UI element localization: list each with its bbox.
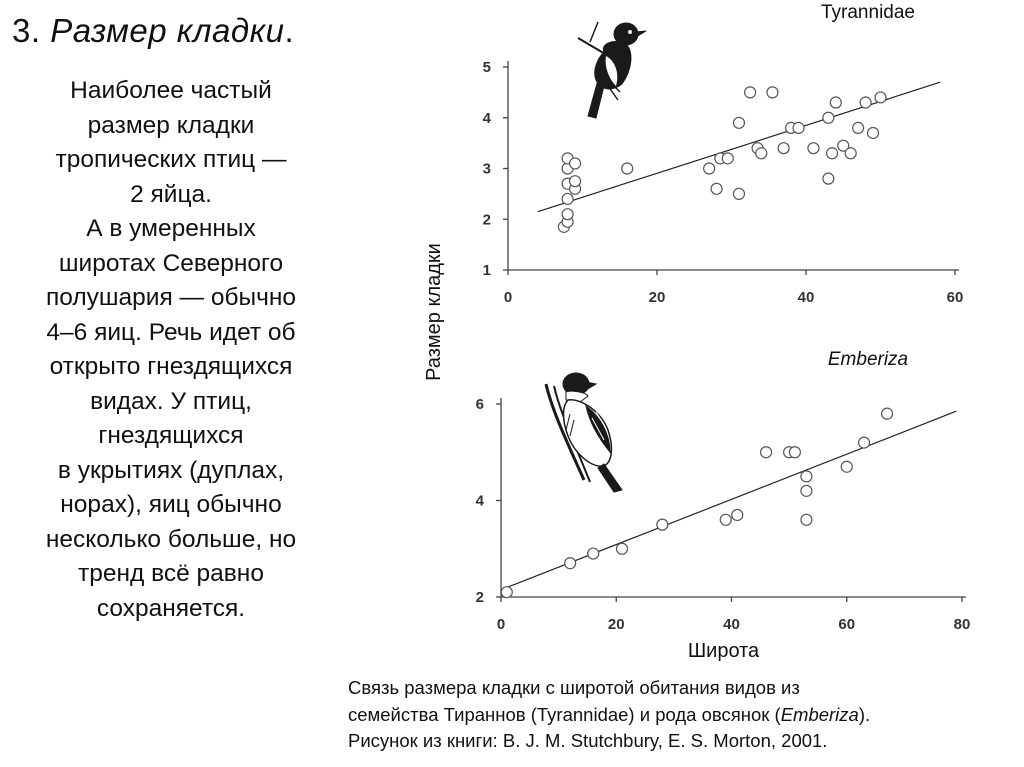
data-point (565, 558, 576, 569)
data-point (588, 548, 599, 559)
y-tick-label: 2 (475, 589, 484, 606)
data-point (756, 148, 767, 159)
data-point (868, 127, 879, 138)
caption-line-2 (348, 702, 1018, 729)
data-point (789, 447, 800, 458)
y-tick-label: 1 (482, 262, 491, 279)
body-line: 2 яйца. (130, 180, 212, 208)
title-text: Размер кладки (50, 12, 285, 49)
data-point (853, 122, 864, 133)
panel-title: Tyrannidae (820, 2, 916, 23)
body-line: в укрытиях (дуплах, (57, 456, 285, 484)
data-point (722, 153, 733, 164)
y-tick-label: 6 (475, 396, 484, 413)
y-tick-label: 4 (475, 492, 484, 510)
panel-title: Emberiza (827, 349, 909, 370)
data-point (501, 587, 512, 598)
data-point (808, 143, 819, 154)
x-tick-label: 20 (648, 289, 666, 306)
data-point (859, 437, 870, 448)
caption-line-2-pre: семейства Тираннов (Tyrannidae) и рода овсянок ( (348, 703, 781, 725)
data-point (720, 514, 731, 525)
bunting-illustration (546, 373, 622, 492)
body-line: гнездящихся (98, 422, 244, 449)
caption-line-1: Связь размера кладки с широтой обитания видов из (348, 677, 800, 698)
caption-genus: Emberiza (780, 703, 859, 725)
data-point (875, 92, 886, 103)
data-point (761, 447, 772, 458)
body-line: несколько больше, но (45, 525, 297, 553)
data-point (801, 471, 812, 482)
data-point (882, 408, 893, 419)
title-number: 3. (12, 12, 41, 49)
data-point (793, 122, 804, 133)
tyrant-flycatcher-illustration (578, 22, 646, 118)
x-tick-label: 60 (946, 289, 964, 306)
x-tick-label: 40 (723, 616, 740, 633)
data-point (622, 163, 633, 174)
data-point (704, 163, 715, 174)
data-point (745, 87, 756, 98)
data-point (562, 209, 573, 220)
data-point (801, 514, 812, 525)
data-point (732, 509, 743, 520)
data-point (733, 188, 744, 199)
data-point (830, 97, 841, 108)
y-tick-label: 5 (482, 59, 491, 76)
body-line: видах. У птиц, (90, 387, 252, 415)
chart-top (483, 2, 964, 306)
body-line: тренд всё равно (78, 560, 264, 587)
x-tick-label: 20 (607, 616, 625, 633)
body-line: тропических птиц — (55, 146, 287, 173)
data-point (860, 97, 871, 108)
data-point (778, 143, 789, 154)
body-line: широтах Северного (58, 249, 284, 277)
y-tick-label: 2 (482, 211, 491, 229)
data-point (845, 148, 856, 159)
data-point (570, 176, 581, 187)
data-point (823, 112, 834, 123)
x-tick-label: 0 (503, 289, 513, 306)
shared-ylabel: Размер кладки (423, 243, 445, 381)
body-line: сохраняется. (96, 594, 246, 622)
x-tick-label: 60 (838, 616, 856, 633)
body-line: размер кладки (87, 111, 255, 139)
figure-caption (348, 675, 1018, 755)
data-point (801, 485, 812, 496)
x-tick-label: 0 (496, 616, 506, 633)
data-point (841, 461, 852, 472)
data-point (562, 193, 573, 204)
body-line: полушария — обычно (45, 284, 297, 311)
data-point (823, 173, 834, 184)
x-tick-label: 40 (797, 289, 815, 306)
data-point (657, 519, 668, 530)
title-suffix: . (284, 12, 295, 49)
data-point (570, 158, 581, 169)
body-line: норах), яиц обычно (60, 491, 282, 518)
body-line: открыто гнездящихся (49, 353, 293, 380)
caption-line-3: Рисунок из книги: B. J. M. Stutchbury, E. S. Morton, 2001. (348, 730, 828, 751)
caption-line-2-post: ). (858, 703, 871, 725)
y-tick-label: 3 (482, 160, 491, 178)
data-point (617, 543, 628, 554)
x-tick-label: 80 (953, 616, 971, 633)
data-point (767, 87, 778, 98)
x-axis-label: Широта (687, 640, 760, 662)
body-line: 4–6 яиц. Речь идет об (46, 318, 296, 346)
body-line: А в умеренных (86, 215, 256, 242)
body-line: Наиболее частый (70, 77, 272, 104)
data-point (733, 117, 744, 128)
y-tick-label: 4 (482, 109, 491, 127)
data-point (827, 148, 838, 159)
data-point (711, 183, 722, 194)
